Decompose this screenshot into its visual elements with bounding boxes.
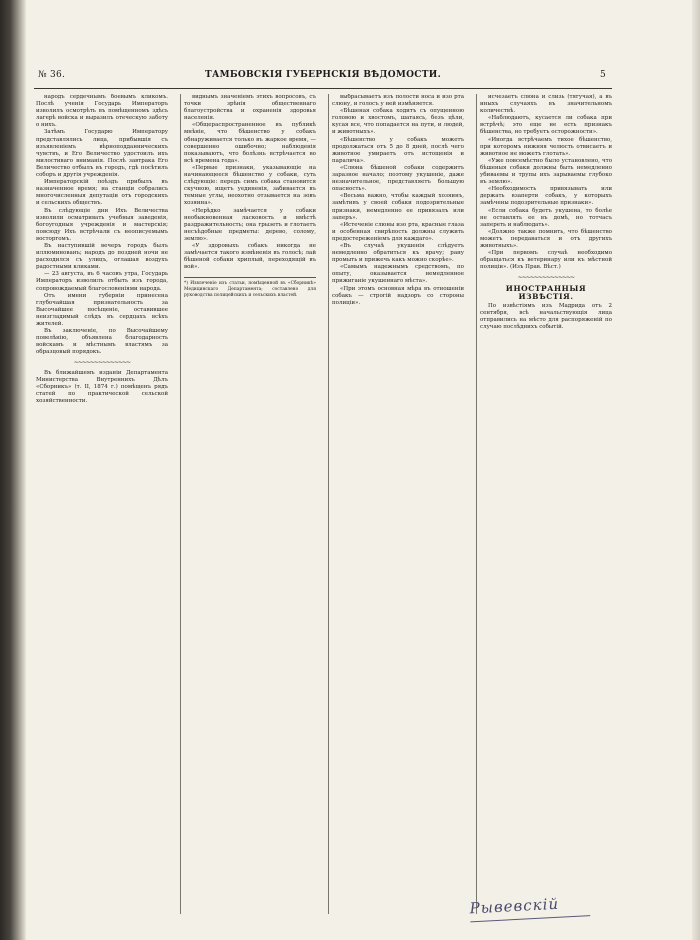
paragraph: «Самымъ надежнымъ средствомъ, по опыту, оказывается немедленное прижиганіе укушеннаго мѣста». xyxy=(332,264,464,285)
paragraph: — 23 августа, въ 6 часовъ утра, Государь Императоръ изволилъ отбыть изъ города, сопровождаемый благословеніями народа. xyxy=(36,271,168,292)
paragraph: «Общераспространенное въ публикѣ мнѣніе, что бѣшенство у собакъ обнаруживается только въ жаркое время, — совершенно ошибочно; наблюденія показываютъ, что болѣзнь встрѣчается во всѣ времена года». xyxy=(184,122,316,164)
paragraph: «Нерѣдко замѣчается у собаки необыкновенная ласковость и вмѣстѣ раздражительность; она грызетъ и глотаетъ несъѣдобные предметы: дерево, солому, землю». xyxy=(184,207,316,242)
paragraph: Въ слѣдующіе дни Ихъ Величества изволили осматривать учебныя заведенія, богоугодныя учрежденія и мастерскія; повсюду Ихъ встрѣчали съ неописуемымъ восторгомъ. xyxy=(36,207,168,242)
paragraph: Въ ближайшемъ изданіи Департамента Министерства Внутреннихъ Дѣлъ «Сборникъ» (т. II, 1874 г.) помѣщенъ рядъ статей по практической сельской хозяйственности. xyxy=(36,369,168,404)
paragraph: Императорскій поѣздъ прибылъ въ назначенное время; на станціи собрались многочисленныя депутаціи отъ городскихъ и сельскихъ обществъ. xyxy=(36,179,168,207)
section-flourish: ~~~~~~~~~~~~~~ xyxy=(73,359,131,367)
paragraph: «Первые признаки, указывающіе на начинающееся бѣшенство у собаки, суть слѣдующіе: передъ симъ собака становится скучною, ищетъ уединенія, забивается въ темные углы, неохотно отзывается на зовъ хозяина». xyxy=(184,164,316,207)
paragraph: «Весьма важно, чтобы каждый хозяинъ, замѣтивъ у своей собаки подозрительные признаки, немедленно ее привязалъ или заперъ». xyxy=(332,193,464,221)
column-3 xyxy=(332,94,464,914)
paragraph: «Должно также помнить, что бѣшенство можетъ передаваться и отъ другихъ животныхъ». xyxy=(480,228,612,249)
paragraph: народъ сердечнымъ боевымъ кликомъ. Послѣ ученія Государь Императоръ изволилъ осмотрѣть въ помѣщенномъ здѣсь лагерѣ войска и выразилъ отеческую заботу о нихъ. xyxy=(36,94,168,129)
footnote: *) Извлеченіе изъ статьи, помѣщенной въ «Сборникѣ» Медицинскаго Департамента; составлено для руководства полицейскихъ и сельскихъ властей. xyxy=(184,277,316,298)
paragraph: «Если собака будетъ укушена, то болѣе не оставлять ее въ домѣ, но тотчасъ запереть и наблюдать». xyxy=(480,207,612,228)
newspaper-page xyxy=(34,58,612,920)
header-rule xyxy=(34,88,612,89)
paragraph: «У здоровыхъ собакъ никогда не замѣчается такого измѣненія въ голосѣ; лай бѣшеной собаки хриплый, переходящій въ вой». xyxy=(184,242,316,271)
paragraph: Отъ имени губерніи принесена глубочайшая признательность за Высочайшее посѣщеніе, оставившее неизгладимый слѣдъ въ сердцахъ всѣхъ жителей. xyxy=(36,292,168,327)
issue-number: № 36. xyxy=(38,70,66,80)
column-divider xyxy=(476,94,477,914)
signature-text: Рывевскій xyxy=(469,894,560,918)
paragraph: «Истеченіе слюны изо рта, красные глаза и особенная свирѣпость должны служить предостереженіемъ для каждаго». xyxy=(332,221,464,242)
column-divider xyxy=(180,94,181,914)
paragraph: «Иногда встрѣчаемъ тихое бѣшенство, при которомъ нижняя челюсть отвисаетъ и животное не можетъ глотать». xyxy=(480,136,612,157)
newspaper-title: ТАМБОВСКІЯ ГУБЕРНСКІЯ ВѢДОМОСТИ. xyxy=(205,70,441,80)
paragraph: исчезаетъ слюна и слизь (тягучая), а въ иныхъ случаяхъ въ значительномъ количествѣ. xyxy=(480,94,612,115)
section-heading: ИНОСТРАННЫЯ ИЗВѢСТІЯ. xyxy=(505,284,587,301)
column-divider xyxy=(328,94,329,914)
paragraph: «Бѣшеная собака ходитъ съ опущенною головою и хвостомъ, шатаясь, безъ цѣли, кусая все, что попадается на пути, и людей, и животныхъ». xyxy=(332,108,464,136)
book-binding-shadow xyxy=(0,0,26,940)
column-2 xyxy=(184,94,316,914)
paragraph: Затѣмъ Государю Императору представлялись лица, прибывшія съ изъявленіемъ вѣрноподданническихъ чувствъ, и Его Величество удостоилъ ихъ милостиваго вниманія. Послѣ завтрака Его Величество отбылъ въ городъ, гдѣ посѣтилъ соборъ и другія учрежденія. xyxy=(36,129,168,179)
paragraph: По извѣстіямъ изъ Мадрида отъ 2 сентября, всѣ начальствующія лица отправились на мѣсто для распоряженій по случаю послѣднихъ событій. xyxy=(480,302,612,330)
page-number: 5 xyxy=(599,70,606,80)
paragraph: «При первомъ случаѣ необходимо обращаться къ ветеринару или къ мѣстной полиціи». (Изъ Прав. Вѣст.) xyxy=(480,250,612,271)
column-1 xyxy=(36,94,168,914)
paragraph: выбрасываетъ изъ полости носа и изо рта слюну, и голосъ у ней измѣняется. xyxy=(332,94,464,108)
paragraph: «Бѣшенство у собакъ можетъ продолжаться отъ 5 до 8 дней, послѣ чего животное умираетъ отъ истощенія и паралича». xyxy=(332,136,464,164)
page-header xyxy=(34,68,612,84)
paragraph: Въ заключеніе, по Высочайшему повелѣнію, объявлена благодарность войскамъ и мѣстнымъ властямъ за образцовый порядокъ. xyxy=(36,328,168,356)
paragraph: «Слюна бѣшеной собаки содержитъ заразное начало; поэтому укушеніе, даже незначительное, представляетъ большую опасность». xyxy=(332,164,464,193)
paragraph: «Уже повсемѣстно было установлено, что бѣшеныя собаки должны быть немедленно убиваемы и трупы ихъ зарываемы глубоко въ землю». xyxy=(480,157,612,186)
page-edge xyxy=(692,0,700,940)
column-4 xyxy=(480,94,612,914)
paragraph: виднымъ значеніемъ этихъ вопросовъ, съ точки зрѣнія общественнаго благоустройства и охраненія здоровья населенія. xyxy=(184,94,316,122)
section-flourish: ~~~~~~~~~~~~~~ xyxy=(517,274,575,282)
paragraph: «Въ случаѣ укушенія слѣдуетъ немедленно обратиться къ врачу; рану промыть и прижечь какъ можно скорѣе». xyxy=(332,242,464,264)
paragraph: «При этомъ основная мѣра въ отношеніи собакъ — строгій надзоръ со стороны полиціи». xyxy=(332,285,464,306)
paragraph: «Необходимость привязывать или держать взаперти собакъ, у которыхъ замѣчены подозрительные признаки». xyxy=(480,186,612,207)
handwritten-signature xyxy=(469,893,601,934)
paragraph: Въ наступившій вечеръ городъ былъ иллюминованъ; народъ до поздней ночи не расходился съ улицъ, оглашая воздухъ радостными кликами. xyxy=(36,242,168,271)
paragraph: «Наблюдаютъ, кусается ли собака при встрѣчѣ; это еще не есть признакъ бѣшенства, но требуетъ осторожности». xyxy=(480,115,612,136)
